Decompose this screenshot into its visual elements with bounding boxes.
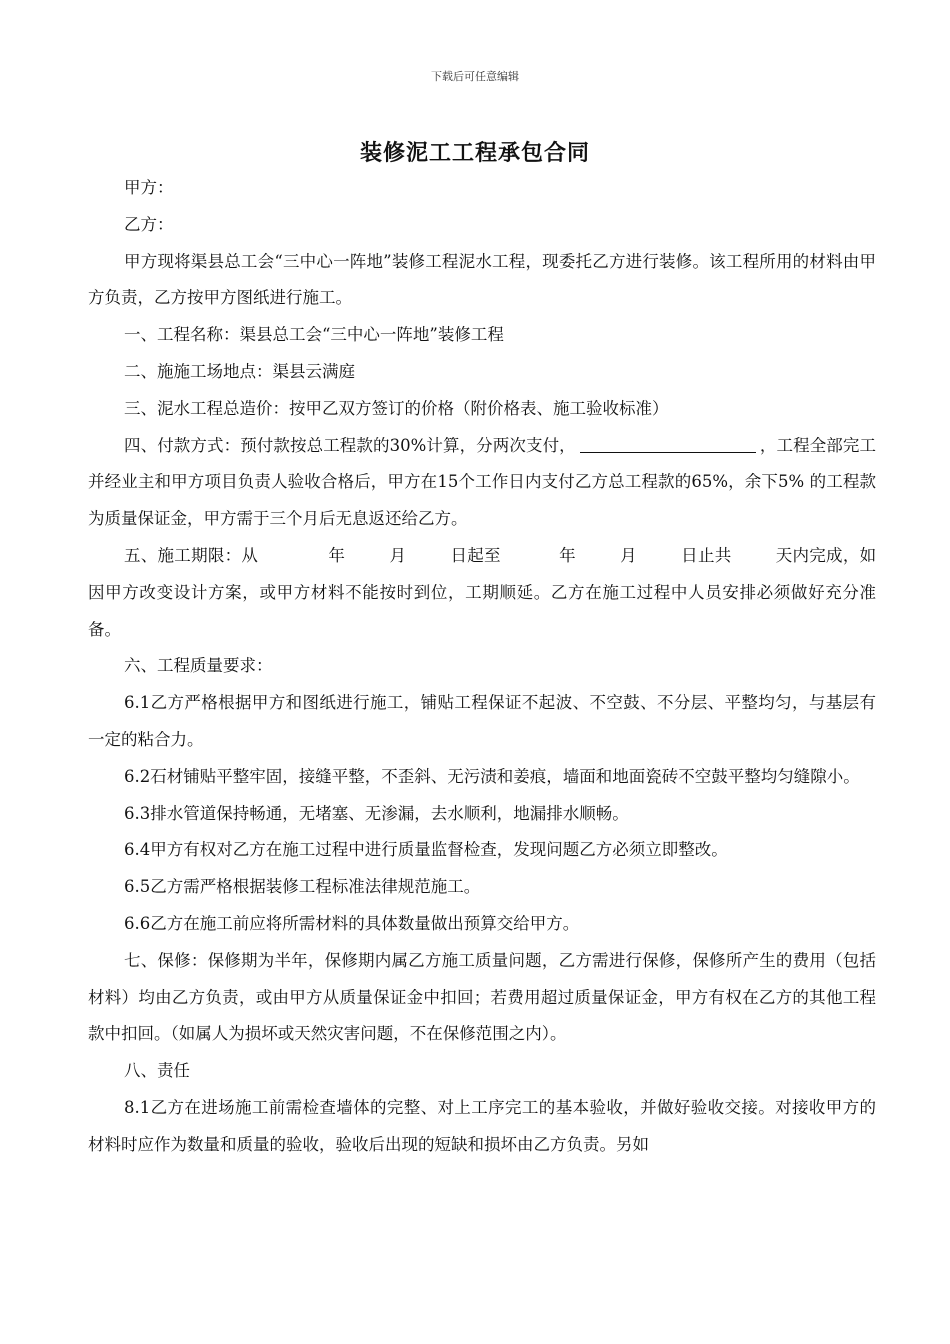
- item-project-name: 一、工程名称：渠县总工会“三中心一阵地”装修工程: [124, 325, 504, 345]
- period-year-1: 年: [328, 545, 346, 565]
- clause-6-2: 6.2石材铺贴平整牢固，接缝平整，不歪斜、无污渍和姜痕，墙面和地面瓷砖不空鼓平整均匀缝隙小。: [124, 766, 860, 786]
- clause-6-5: 6.5乙方需严格根据装修工程标准法律规范施工。: [124, 877, 481, 897]
- item-site-location: 二、施施工场地点：渠县云满庭: [124, 361, 355, 381]
- clause-6-1: 6.1乙方严格根据甲方和图纸进行施工，铺贴工程保证不起波、不空鼓、不分层、平整均匀，与基层有一定的粘合力。: [88, 693, 876, 749]
- clause-6-4: 6.4甲方有权对乙方在施工过程中进行质量监督检查，发现问题乙方必须立即整改。: [124, 840, 728, 860]
- period-year-2: 年: [558, 545, 576, 565]
- item-construction-period: [88, 538, 876, 648]
- payment-text-a: 四、付款方式：预付款按总工程款的30%计算，分两次支付，: [124, 435, 576, 455]
- party-b-line: 乙方：: [124, 214, 174, 234]
- payment-blank-line: [580, 434, 756, 453]
- item-payment-method: [88, 428, 876, 538]
- period-month-2: 月: [619, 545, 637, 565]
- contract-body: [88, 170, 876, 1164]
- period-from: 五、施工期限：从: [124, 545, 259, 565]
- header-note: 下载后可任意编辑: [431, 70, 519, 83]
- item-responsibility-heading: 八、责任: [124, 1061, 190, 1081]
- period-rest: 如因甲方改变设计方案，或甲方材料不能按时到位，工期顺延。乙方在施工过程中人员安排必须做好充分准备。: [88, 545, 877, 639]
- clause-6-6: 6.6乙方在施工前应将所需材料的具体数量做出预算交给甲方。: [124, 913, 580, 933]
- item-total-cost: 三、泥水工程总造价：按甲乙双方签订的价格（附价格表、施工验收标准）: [124, 398, 669, 418]
- period-month-1: 月: [389, 545, 407, 565]
- payment-text-b: ，工程全部完工并经业主和甲方项目负责人验收合格后，甲方在15个工作日内支付乙方总工程款的65%，余下5% 的工程款为质量保证金，甲方需于三个月后无息返还给乙方。: [88, 435, 876, 529]
- party-a-line: 甲方：: [124, 178, 174, 197]
- intro-paragraph: 甲方现将渠县总工会“三中心一阵地”装修工程泥水工程，现委托乙方进行装修。该工程所用的材料由甲方负责，乙方按甲方图纸进行施工。: [88, 251, 876, 308]
- period-day-2: 日止共: [680, 545, 732, 565]
- clause-6-3: 6.3排水管道保持畅通，无堵塞、无渗漏，去水顺利，地漏排水顺畅。: [124, 803, 629, 823]
- period-day-1: 日起至: [450, 545, 501, 565]
- item-warranty: 七、保修：保修期为半年，保修期内属乙方施工质量问题，乙方需进行保修，保修所产生的费用（包括材料）均由乙方负责，或由甲方从质量保证金中扣回；若费用超过质量保证金，甲方有权在乙方的其他工程款中扣回。（如属人为损坏或天然灾害问题，不在保修范围之内）。: [88, 950, 876, 1044]
- clause-8-1: 8.1乙方在进场施工前需检查墙体的完整、对上工序完工的基本验收，并做好验收交接。对接收甲方的材料时应作为数量和质量的验收，验收后出现的短缺和损坏由乙方负责。另如: [88, 1097, 876, 1154]
- document-title: 装修泥工工程承包合同: [359, 140, 590, 166]
- period-days: 天内完成，: [775, 545, 860, 565]
- item-quality-heading: 六、工程质量要求：: [124, 656, 273, 676]
